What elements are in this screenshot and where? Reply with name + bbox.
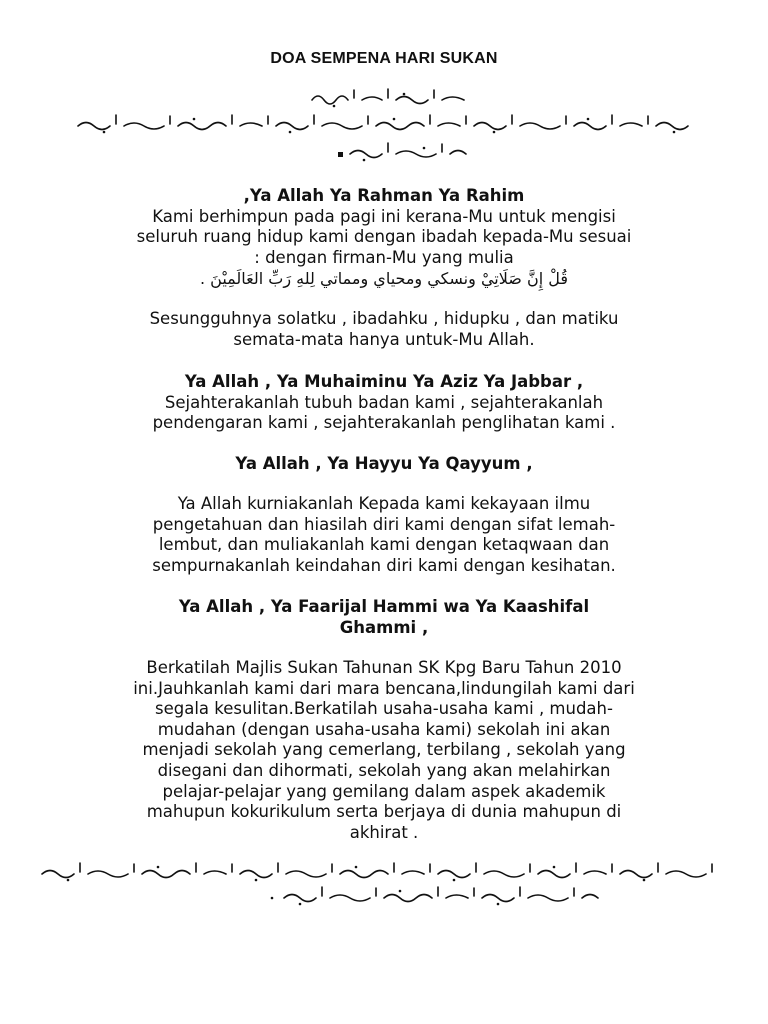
section-5-line-4: sempurnakanlah keindahan diri kami dengan kesihatan. <box>152 555 616 575</box>
section-6 <box>112 597 656 638</box>
section-1-line-1: Kami berhimpun pada pagi ini kerana-Mu untuk mengisi <box>152 206 616 226</box>
document-title: DOA SEMPENA HARI SUKAN <box>270 50 498 67</box>
section-2 <box>112 309 656 350</box>
section-7-line-4: mudahan (dengan usaha-usaha kami) sekolah ini akan <box>157 719 611 739</box>
section-7-line-5: menjadi sekolah yang cemerlang, terbilang , sekolah yang <box>142 740 626 760</box>
section-1-arabic-verse: قُلْ إِنَّ صَلَاتِيْ ونسكي ومحياي ومماتي لِلهِ رَبِّ العَالَمِيْنَ . <box>199 269 568 289</box>
closing-arabic-calligraphy <box>0 856 768 912</box>
section-3-heading: Ya Allah , Ya Muhaiminu Ya Aziz Ya Jabbar , <box>184 372 584 391</box>
section-1-line-2: seluruh ruang hidup kami dengan ibadah kepada-Mu sesuai <box>136 227 632 247</box>
section-5-line-2: pengetahuan dan hiasilah diri kami dengan sifat lemah- <box>152 514 616 534</box>
section-7-line-2: ini.Jauhkanlah kami dari mara bencana,lindungilah kami dari <box>133 678 635 698</box>
section-4-heading: Ya Allah , Ya Hayyu Ya Qayyum , <box>235 454 533 473</box>
section-1-heading: ,Ya Allah Ya Rahman Ya Rahim <box>243 186 525 205</box>
section-7-line-1: Berkatilah Majlis Sukan Tahunan SK Kpg Baru Tahun 2010 <box>146 658 622 677</box>
section-3-line-1: Sejahterakanlah tubuh badan kami , sejahterakanlah <box>164 392 604 412</box>
section-7-line-6: disegani dan dihormati, sekolah yang akan melahirkan <box>157 760 611 780</box>
section-7-line-9: akhirat . <box>349 822 419 842</box>
section-7 <box>112 658 656 843</box>
section-5-line-3: lembut, dan muliakanlah kami dengan ketaqwaan dan <box>158 535 610 555</box>
section-3 <box>112 372 656 434</box>
arabic-calligraphy-image <box>64 86 704 166</box>
section-3-line-2: pendengaran kami , sejahterakanlah penglihatan kami . <box>152 413 616 433</box>
section-2-line-1: Sesungguhnya solatku , ibadahku , hidupku , dan matiku <box>149 309 619 328</box>
opening-arabic-calligraphy <box>0 86 768 166</box>
section-1-line-3: : dengan firman-Mu yang mulia <box>254 247 514 267</box>
section-7-line-3: segala kesulitan.Berkatilah usaha-usaha kami , mudah- <box>155 699 613 719</box>
section-7-line-7: pelajar-pelajar yang gemilang dalam aspek akademik <box>162 781 606 801</box>
arabic-calligraphy-image <box>34 856 734 912</box>
section-6-heading-line-2: Ghammi , <box>339 617 429 637</box>
section-1 <box>112 186 656 290</box>
section-5-line-1: Ya Allah kurniakanlah Kepada kami kekayaan ilmu <box>177 494 591 513</box>
section-2-line-2: semata-mata hanya untuk-Mu Allah. <box>233 329 535 349</box>
section-4 <box>112 454 656 475</box>
section-6-heading-line-1: Ya Allah , Ya Faarijal Hammi wa Ya Kaashifal <box>178 597 590 616</box>
section-7-line-8: mahupun kokurikulum serta berjaya di dunia mahupun di <box>146 802 622 822</box>
section-5 <box>112 494 656 576</box>
